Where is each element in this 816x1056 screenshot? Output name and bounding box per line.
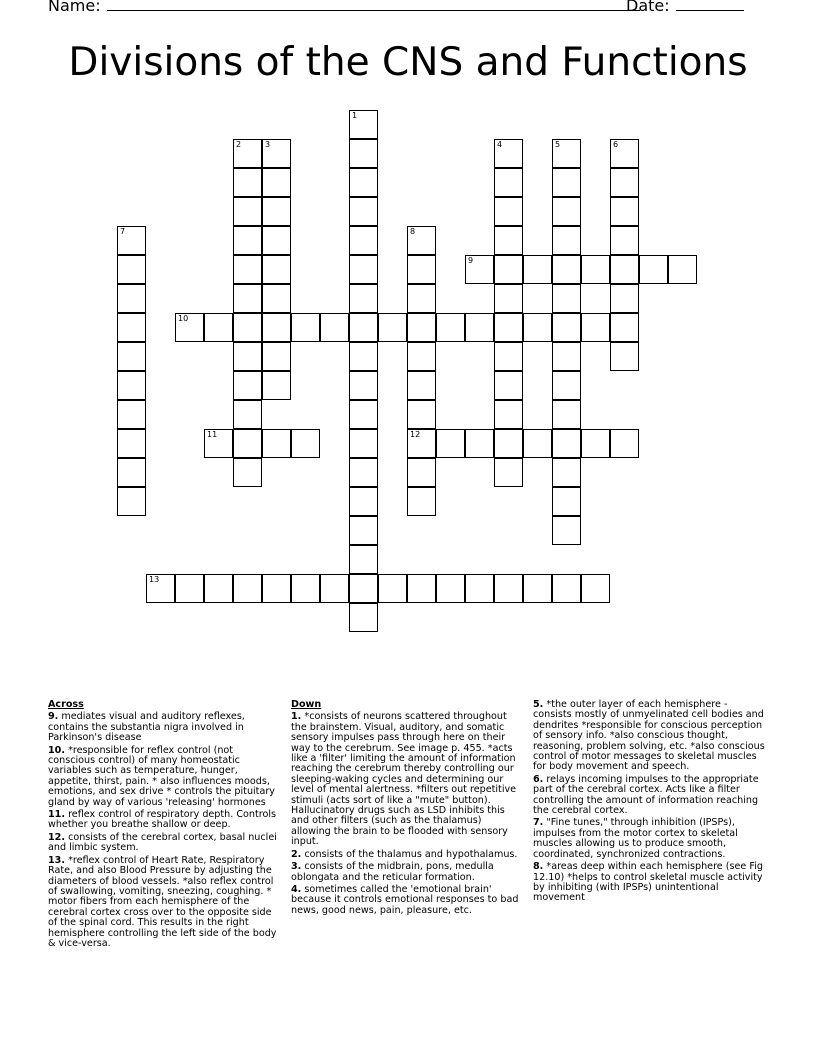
grid-cell[interactable] xyxy=(407,313,436,342)
grid-cell[interactable] xyxy=(494,226,523,255)
down-clues xyxy=(291,700,523,918)
grid-cell[interactable] xyxy=(175,313,204,342)
clue-down-4: 4. sometimes called the 'emotional brain' because it controls emotional responses to bad news, good news, pain, pleasure, etc. xyxy=(291,883,519,916)
grid-cell[interactable] xyxy=(349,429,378,458)
clue-across-12: 12. consists of the cerebral cortex, basal nuclei and limbic system. xyxy=(48,831,277,854)
grid-cell[interactable] xyxy=(436,574,465,603)
clue-down-6: 6. relays incoming impulses to the appropriate part of the cerebral cortex. Acts like a filter controlling the amount of information reaching the cerebral cortex. xyxy=(533,773,759,817)
grid-cell[interactable] xyxy=(233,313,262,342)
grid-cell[interactable] xyxy=(610,139,639,168)
clue-down-1: 1. *consists of neurons scattered throughout the brainstem. Visual, auditory, and somatic sensory impulses pass through here on their way to the cerebrum. See image p. 455. *acts like a 'filter' limiting the amount of information reaching the cerebrum thereby controlling our sleeping-waking cycles and determining our level of mental alertness. *filters out repetitive stimuli (acts sort of like a "mute" button). Hallucinatory drugs such as LSD inhibits this and other filters (such as the thalamus) allowing the brain to be flooded with sensory input. xyxy=(291,711,517,848)
grid-cell[interactable] xyxy=(552,342,581,371)
grid-cell[interactable] xyxy=(581,313,610,342)
grid-cell[interactable] xyxy=(610,342,639,371)
grid-cell[interactable] xyxy=(494,400,523,429)
grid-cell[interactable] xyxy=(494,371,523,400)
clue-down-5: 5. *the outer layer of each hemisphere - consists mostly of unmyelinated cell bodies and dendrites *responsible for conscious perception of sensory info. *also conscious thought, reasoning, problem solving, etc. *also conscious control of motor messages to skeletal muscles for body movement and speech. xyxy=(533,699,765,773)
grid-cell[interactable] xyxy=(494,458,523,487)
down-clues-continued xyxy=(533,700,765,906)
grid-cell[interactable] xyxy=(117,255,146,284)
grid-cell[interactable] xyxy=(291,313,320,342)
clue-number: 13 xyxy=(149,575,160,584)
clue-across-10: 10. *responsible for reflex control (not conscious control) of many homeostatic variables such as temperature, hunger, appetite, thirst, pain. * also influences moods, emotions, and sex drive * controls the pituitary gland by way of various 'releasing' hormones xyxy=(48,744,275,808)
clue-across-11: 11. reflex control of respiratory depth. Controls whether you breathe shallow or deep. xyxy=(48,809,277,831)
grid-cell[interactable] xyxy=(233,197,262,226)
grid-cell[interactable] xyxy=(262,197,291,226)
grid-cell[interactable] xyxy=(175,574,204,603)
clue-number: 6 xyxy=(613,140,619,149)
grid-cell[interactable] xyxy=(436,429,465,458)
clue-number: 2 xyxy=(236,140,242,149)
grid-cell[interactable] xyxy=(610,429,639,458)
grid-cell[interactable] xyxy=(552,139,581,168)
grid-cell[interactable] xyxy=(349,371,378,400)
grid-cell[interactable] xyxy=(117,371,146,400)
clue-number: 9 xyxy=(468,256,474,265)
grid-cell[interactable] xyxy=(465,429,494,458)
clue-number: 1 xyxy=(352,111,358,120)
grid-cell[interactable] xyxy=(494,429,523,458)
grid-cell[interactable] xyxy=(233,168,262,197)
name-label: Name: xyxy=(48,0,101,15)
grid-cell[interactable] xyxy=(407,226,436,255)
grid-cell[interactable] xyxy=(204,313,233,342)
grid-cell[interactable] xyxy=(349,487,378,516)
grid-cell[interactable] xyxy=(494,313,523,342)
grid-cell[interactable] xyxy=(465,255,494,284)
clue-number: 4 xyxy=(497,140,503,149)
clue-down-7: 7. "Fine tunes," through inhibition (IPSPs), impulses from the motor cortex to skeletal muscles allowing us to produce smooth, coordinated, synchronized contractions. xyxy=(533,817,738,860)
grid-cell[interactable] xyxy=(262,226,291,255)
grid-cell[interactable] xyxy=(610,226,639,255)
grid-cell[interactable] xyxy=(233,342,262,371)
grid-cell[interactable] xyxy=(552,429,581,458)
grid-cell[interactable] xyxy=(262,139,291,168)
grid-cell[interactable] xyxy=(494,139,523,168)
grid-cell[interactable] xyxy=(233,255,262,284)
grid-cell[interactable] xyxy=(552,487,581,516)
clue-down-8: 8. *areas deep within each hemisphere (see Fig 12.10) *helps to control skeletal muscle activity by inhibiting (with IPSPs) unintentional movement xyxy=(533,861,763,904)
grid-cell[interactable] xyxy=(262,284,291,313)
grid-cell[interactable] xyxy=(349,139,378,168)
grid-cell[interactable] xyxy=(552,284,581,313)
grid-cell[interactable] xyxy=(668,255,697,284)
date-label: Date: xyxy=(626,0,670,15)
grid-cell[interactable] xyxy=(262,168,291,197)
grid-cell[interactable] xyxy=(349,284,378,313)
grid-cell[interactable] xyxy=(552,226,581,255)
grid-cell[interactable] xyxy=(117,487,146,516)
grid-cell[interactable] xyxy=(117,284,146,313)
grid-cell[interactable] xyxy=(610,168,639,197)
grid-cell[interactable] xyxy=(291,429,320,458)
page-title: Divisions of the CNS and Functions xyxy=(68,40,748,85)
grid-cell[interactable] xyxy=(349,516,378,545)
grid-cell[interactable] xyxy=(552,400,581,429)
grid-cell[interactable] xyxy=(494,342,523,371)
grid-cell[interactable] xyxy=(494,574,523,603)
grid-cell[interactable] xyxy=(233,226,262,255)
down-heading: Down xyxy=(291,699,322,710)
grid-cell[interactable] xyxy=(117,429,146,458)
grid-cell[interactable] xyxy=(465,313,494,342)
clue-across-9: 9. mediates visual and auditory reflexes, contains the substantia nigra involved in Parkinson's disease xyxy=(48,711,245,744)
grid-cell[interactable] xyxy=(407,284,436,313)
grid-cell[interactable] xyxy=(378,574,407,603)
grid-cell[interactable] xyxy=(581,255,610,284)
clue-number: 5 xyxy=(555,140,561,149)
grid-cell[interactable] xyxy=(349,226,378,255)
grid-cell[interactable] xyxy=(233,429,262,458)
grid-cell[interactable] xyxy=(117,226,146,255)
grid-cell[interactable] xyxy=(349,574,378,603)
grid-cell[interactable] xyxy=(581,429,610,458)
grid-cell[interactable] xyxy=(349,168,378,197)
grid-cell[interactable] xyxy=(117,342,146,371)
grid-cell[interactable] xyxy=(407,342,436,371)
grid-cell[interactable] xyxy=(349,545,378,574)
grid-cell[interactable] xyxy=(407,574,436,603)
grid-cell[interactable] xyxy=(349,342,378,371)
clue-number: 11 xyxy=(207,430,218,439)
grid-cell[interactable] xyxy=(349,400,378,429)
grid-cell[interactable] xyxy=(262,574,291,603)
grid-cell[interactable] xyxy=(523,255,552,284)
grid-cell[interactable] xyxy=(552,197,581,226)
grid-cell[interactable] xyxy=(233,574,262,603)
clue-number: 7 xyxy=(120,227,126,236)
grid-cell[interactable] xyxy=(581,574,610,603)
clue-down-2: 2. consists of the thalamus and hypothalamus. xyxy=(291,848,518,860)
grid-cell[interactable] xyxy=(407,458,436,487)
clue-number: 10 xyxy=(178,314,189,323)
grid-cell[interactable] xyxy=(610,313,639,342)
grid-cell[interactable] xyxy=(349,603,378,632)
grid-cell[interactable] xyxy=(407,487,436,516)
grid-cell[interactable] xyxy=(262,371,291,400)
grid-cell[interactable] xyxy=(233,400,262,429)
grid-cell[interactable] xyxy=(320,313,349,342)
grid-cell[interactable] xyxy=(117,313,146,342)
clue-down-3: 3. consists of the midbrain, pons, medulla oblongata and the reticular formation. xyxy=(291,861,494,883)
grid-cell[interactable] xyxy=(465,574,494,603)
grid-cell[interactable] xyxy=(610,255,639,284)
grid-cell[interactable] xyxy=(610,197,639,226)
grid-cell[interactable] xyxy=(349,197,378,226)
grid-cell[interactable] xyxy=(262,342,291,371)
grid-cell[interactable] xyxy=(349,255,378,284)
grid-cell[interactable] xyxy=(610,284,639,313)
grid-cell[interactable] xyxy=(378,313,407,342)
across-clues xyxy=(48,700,280,951)
grid-cell[interactable] xyxy=(117,400,146,429)
grid-cell[interactable] xyxy=(639,255,668,284)
across-heading: Across xyxy=(48,699,84,710)
grid-cell[interactable] xyxy=(349,110,378,139)
grid-cell[interactable] xyxy=(523,574,552,603)
grid-cell[interactable] xyxy=(204,574,233,603)
grid-cell[interactable] xyxy=(494,197,523,226)
grid-cell[interactable] xyxy=(407,371,436,400)
grid-cell[interactable] xyxy=(494,284,523,313)
grid-cell[interactable] xyxy=(552,371,581,400)
grid-cell[interactable] xyxy=(407,255,436,284)
grid-cell[interactable] xyxy=(552,313,581,342)
grid-cell[interactable] xyxy=(552,516,581,545)
grid-cell[interactable] xyxy=(523,429,552,458)
grid-cell[interactable] xyxy=(233,458,262,487)
grid-cell[interactable] xyxy=(233,284,262,313)
grid-cell[interactable] xyxy=(407,400,436,429)
clue-number: 12 xyxy=(410,430,421,439)
clue-number: 3 xyxy=(265,140,271,149)
grid-cell[interactable] xyxy=(233,371,262,400)
grid-cell[interactable] xyxy=(262,429,291,458)
grid-cell[interactable] xyxy=(349,458,378,487)
grid-cell[interactable] xyxy=(291,574,320,603)
grid-cell[interactable] xyxy=(320,574,349,603)
grid-cell[interactable] xyxy=(349,313,378,342)
grid-cell[interactable] xyxy=(262,255,291,284)
clue-across-13: 13. *reflex control of Heart Rate, Respiratory Rate, and also Blood Pressure by adjusting the diameters of blood vessels. *also reflex control of swallowing, vomiting, sneezing, coughing. * motor fibers from each hemisphere of the cerebral cortex cross over to the opposite side of the spinal cord. This results in the right hemisphere controlling the left side of the body & vice-versa. xyxy=(48,854,277,949)
grid-cell[interactable] xyxy=(494,168,523,197)
grid-cell[interactable] xyxy=(204,429,233,458)
grid-cell[interactable] xyxy=(552,574,581,603)
grid-cell[interactable] xyxy=(233,139,262,168)
grid-cell[interactable] xyxy=(494,255,523,284)
grid-cell[interactable] xyxy=(436,313,465,342)
grid-cell[interactable] xyxy=(523,313,552,342)
grid-cell[interactable] xyxy=(146,574,175,603)
grid-cell[interactable] xyxy=(262,313,291,342)
grid-cell[interactable] xyxy=(407,429,436,458)
grid-cell[interactable] xyxy=(552,255,581,284)
grid-cell[interactable] xyxy=(552,168,581,197)
grid-cell[interactable] xyxy=(552,458,581,487)
grid-cell[interactable] xyxy=(117,458,146,487)
clue-number: 8 xyxy=(410,227,416,236)
